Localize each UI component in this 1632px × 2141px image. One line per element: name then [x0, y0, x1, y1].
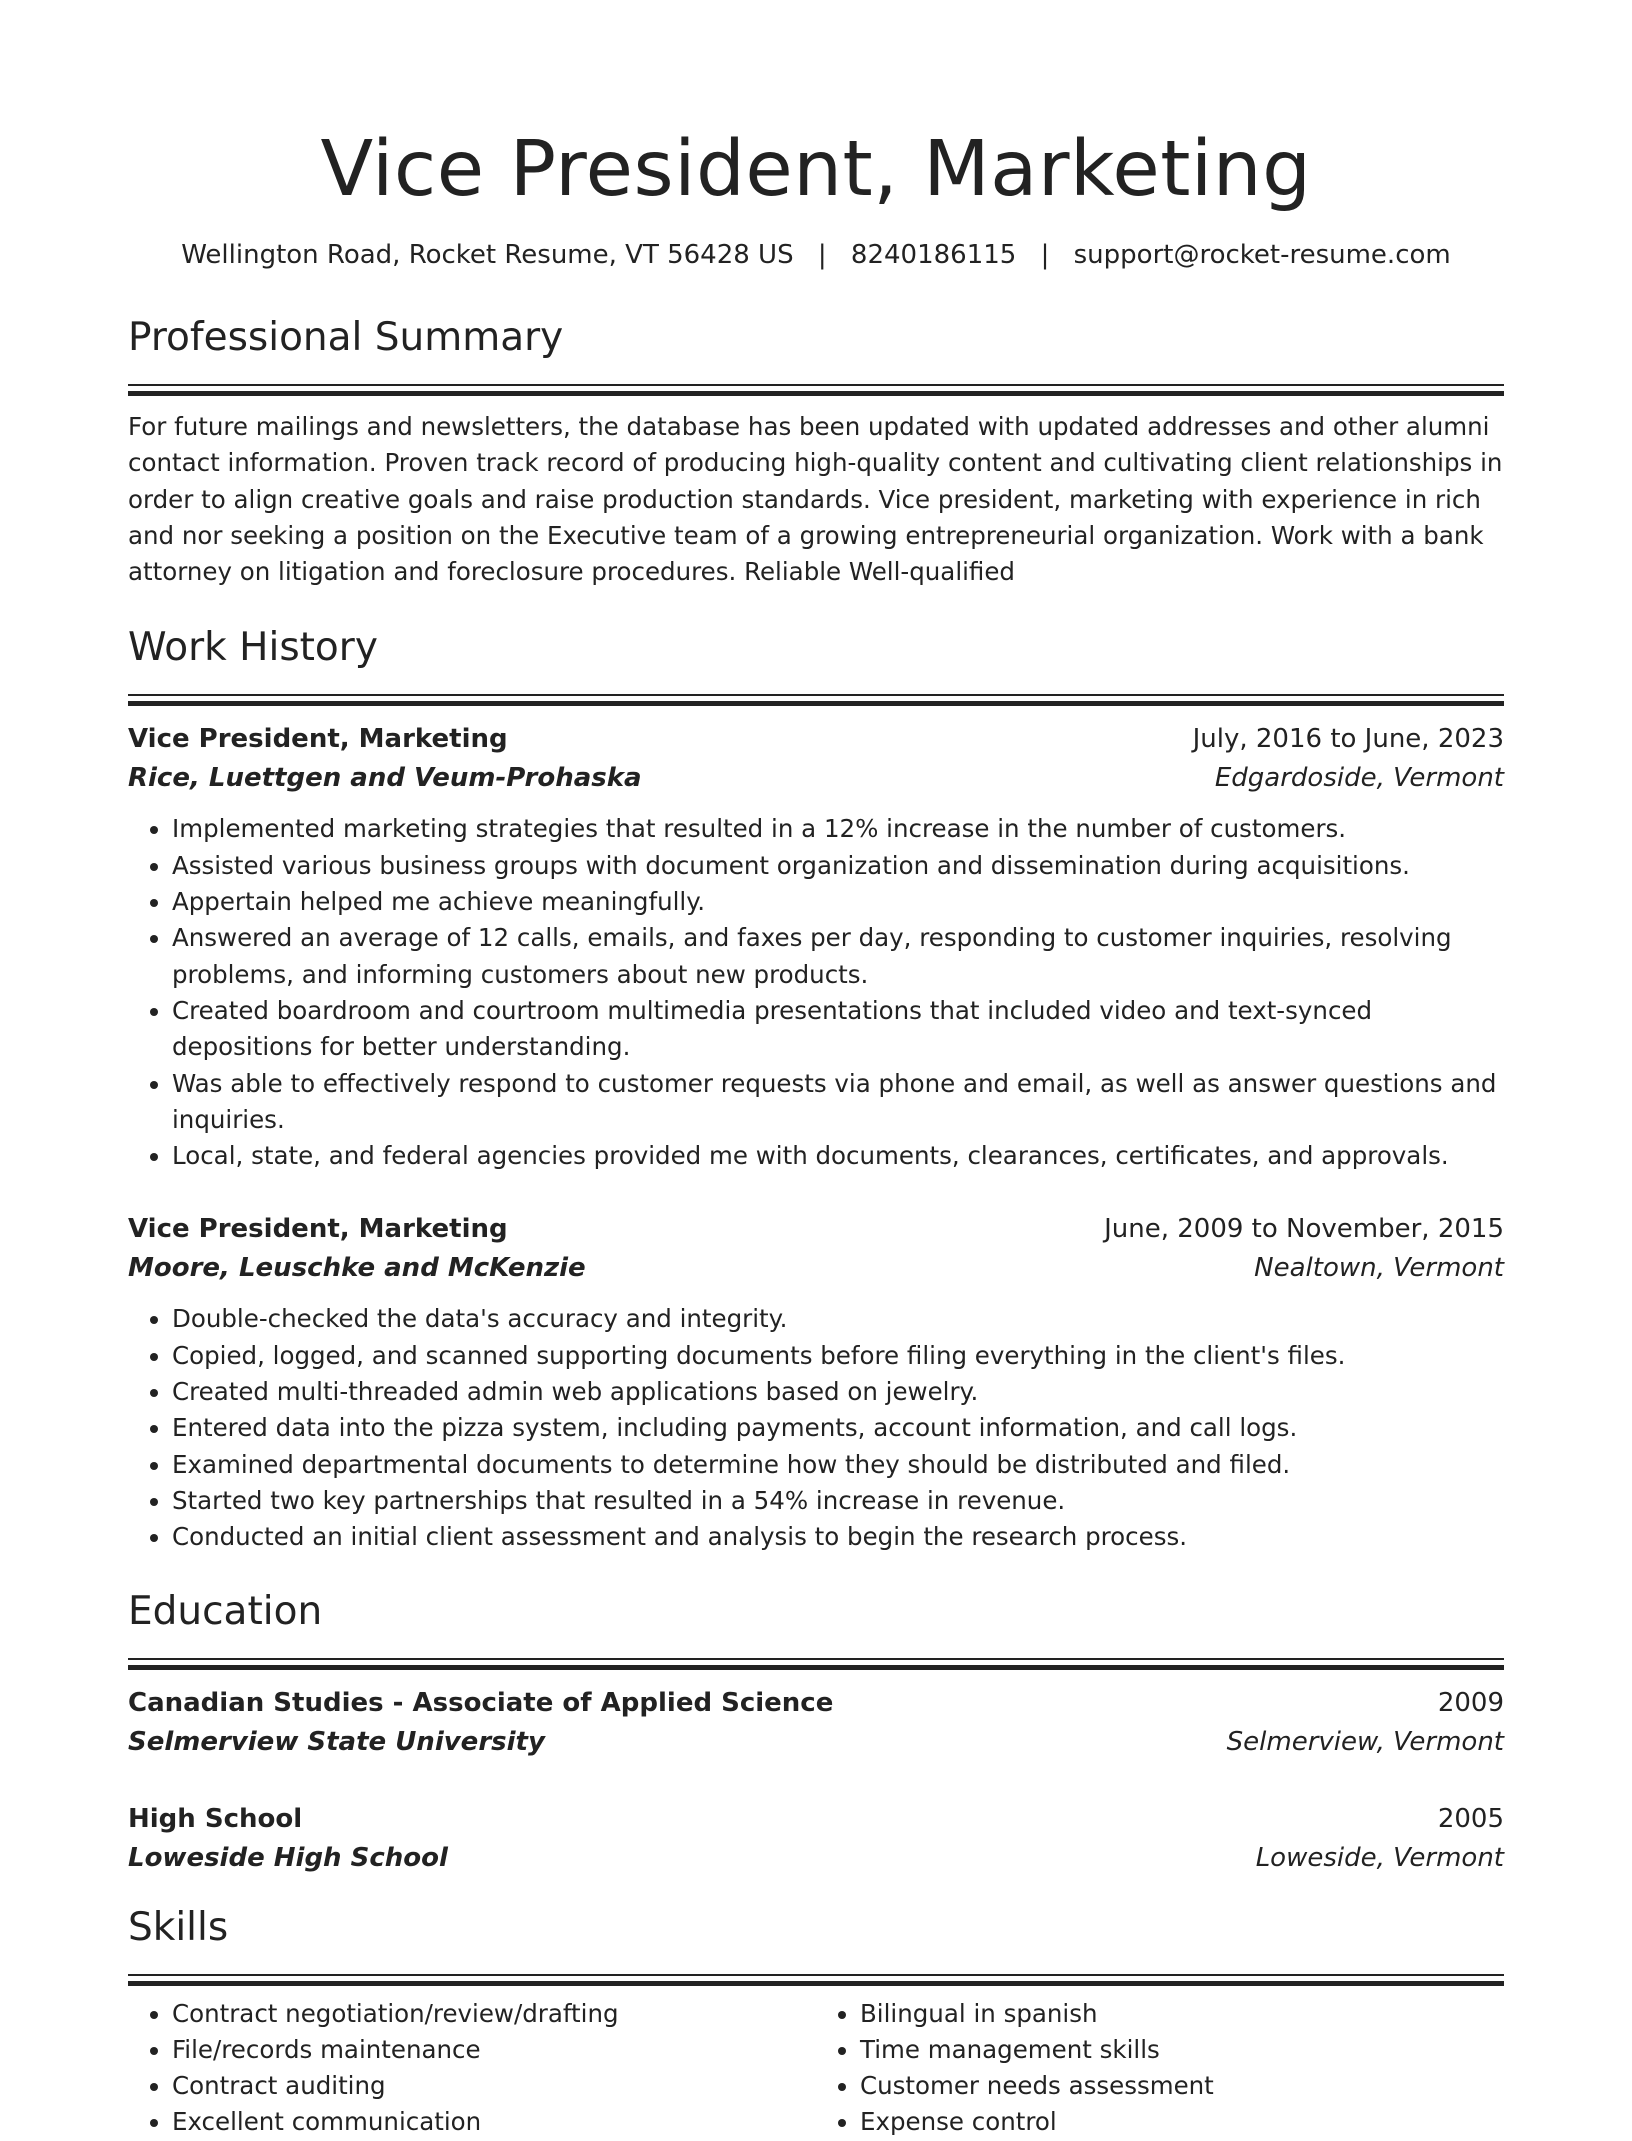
section-title: Skills: [128, 1904, 229, 1950]
skills-section: [128, 1904, 1504, 2141]
education-degree: Canadian Studies - Associate of Applied Science: [128, 1687, 834, 1718]
section-divider: [128, 1974, 1504, 1984]
job-entry: [128, 720, 1504, 1174]
contact-line: [128, 238, 1504, 272]
list-item: • Implemented marketing strategies that resulted in a 12% increase in the number of customers.: [172, 811, 1504, 847]
section-title: Education: [128, 1588, 323, 1634]
education-location: Selmerview, Vermont: [1226, 1726, 1504, 1757]
list-item: • Double-checked the data's accuracy and integrity.: [172, 1301, 1504, 1337]
list-item: • Created multi-threaded admin web applications based on jewelry.: [172, 1374, 1504, 1410]
education-school: Loweside High School: [128, 1842, 448, 1873]
list-item: • Entered data into the pizza system, including payments, account information, and call logs.: [172, 1410, 1504, 1446]
section-divider: [128, 694, 1504, 704]
education-location: Loweside, Vermont: [1255, 1842, 1504, 1873]
list-item: • Contract negotiation/review/drafting: [172, 1996, 816, 2032]
contact-address: Wellington Road, Rocket Resume, VT 56428 US: [181, 240, 794, 270]
job-bullets: [128, 1301, 1504, 1555]
list-item: • Bilingual in spanish: [860, 1996, 1504, 2032]
list-item: • Time management skills: [860, 2032, 1504, 2068]
education-year: 2009: [1437, 1687, 1504, 1718]
section-title: Professional Summary: [128, 315, 564, 360]
summary-text: For future mailings and newsletters, the database has been updated with updated addresses and other alumni contact information. Proven track record of producing high-quality content and cultivating client relationships in order to align creative goals and raise production standards. Vice president, marketing with experience in rich and nor seeking a position on the Executive team of a growing entrepreneurial organization. Work with a bank attorney on litigation and foreclosure procedures. Reliable Well-qualified: [128, 412, 1503, 587]
contact-separator: |: [817, 240, 827, 270]
list-item: • Local, state, and federal agencies provided me with documents, clearances, certificates, and approvals.: [172, 1138, 1504, 1174]
education-year: 2005: [1437, 1803, 1504, 1834]
list-item: • Expense control: [860, 2104, 1504, 2140]
contact-email: support@rocket-resume.com: [1073, 240, 1451, 270]
job-title: Vice President, Marketing: [128, 724, 508, 755]
list-item: • Assisted various business groups with document organization and dissemination during acquisitions.: [172, 848, 1504, 884]
list-item: • Answered an average of 12 calls, emails, and faxes per day, responding to customer inquiries, resolving problems, and informing customers about new products.: [172, 920, 1504, 993]
education-section: [128, 1588, 1504, 1878]
resume-name: Vice President, Marketing: [320, 125, 1312, 214]
list-item: • Was able to effectively respond to customer requests via phone and email, as well as answer questions and inquiries.: [172, 1066, 1504, 1139]
job-company: Rice, Luettgen and Veum-Prohaska: [128, 763, 642, 794]
skills-columns: [128, 1996, 1504, 2141]
list-item: • Copied, logged, and scanned supporting documents before filing everything in the client's files.: [172, 1338, 1504, 1374]
list-item: • Examined departmental documents to determine how they should be distributed and filed.: [172, 1447, 1504, 1483]
contact-phone: 8240186115: [850, 240, 1017, 270]
education-entry: [128, 1684, 1504, 1762]
list-item: • Excellent communication: [172, 2104, 816, 2140]
job-entry: [128, 1210, 1504, 1555]
list-item: • Created boardroom and courtroom multimedia presentations that included video and text-synced depositions for better understanding.: [172, 993, 1504, 1066]
skills-list-right: [816, 1996, 1504, 2141]
list-item: • Contract auditing: [172, 2068, 816, 2104]
list-item: • Conducted an initial client assessment and analysis to begin the research process.: [172, 1519, 1504, 1555]
job-dates: July, 2016 to June, 2023: [1192, 724, 1504, 755]
section-divider: [128, 1658, 1504, 1668]
list-item: • File/records maintenance: [172, 2032, 816, 2068]
work-history-section: [128, 624, 1504, 1555]
job-company: Moore, Leuschke and McKenzie: [128, 1253, 586, 1284]
job-bullets: [128, 811, 1504, 1174]
summary-section: [128, 314, 1504, 590]
job-location: Edgardoside, Vermont: [1214, 763, 1504, 794]
contact-separator: |: [1040, 240, 1050, 270]
job-title: Vice President, Marketing: [128, 1214, 508, 1245]
education-degree: High School: [128, 1803, 303, 1834]
list-item: • Appertain helped me achieve meaningfully.: [172, 884, 1504, 920]
education-entry: [128, 1800, 1504, 1878]
section-divider: [128, 384, 1504, 394]
skills-list-left: [128, 1996, 816, 2141]
section-title: Work History: [128, 625, 378, 671]
job-location: Nealtown, Vermont: [1254, 1253, 1504, 1284]
list-item: • Customer needs assessment: [860, 2068, 1504, 2104]
list-item: • Started two key partnerships that resulted in a 54% increase in revenue.: [172, 1483, 1504, 1519]
job-dates: June, 2009 to November, 2015: [1104, 1214, 1504, 1245]
education-school: Selmerview State University: [128, 1726, 545, 1757]
